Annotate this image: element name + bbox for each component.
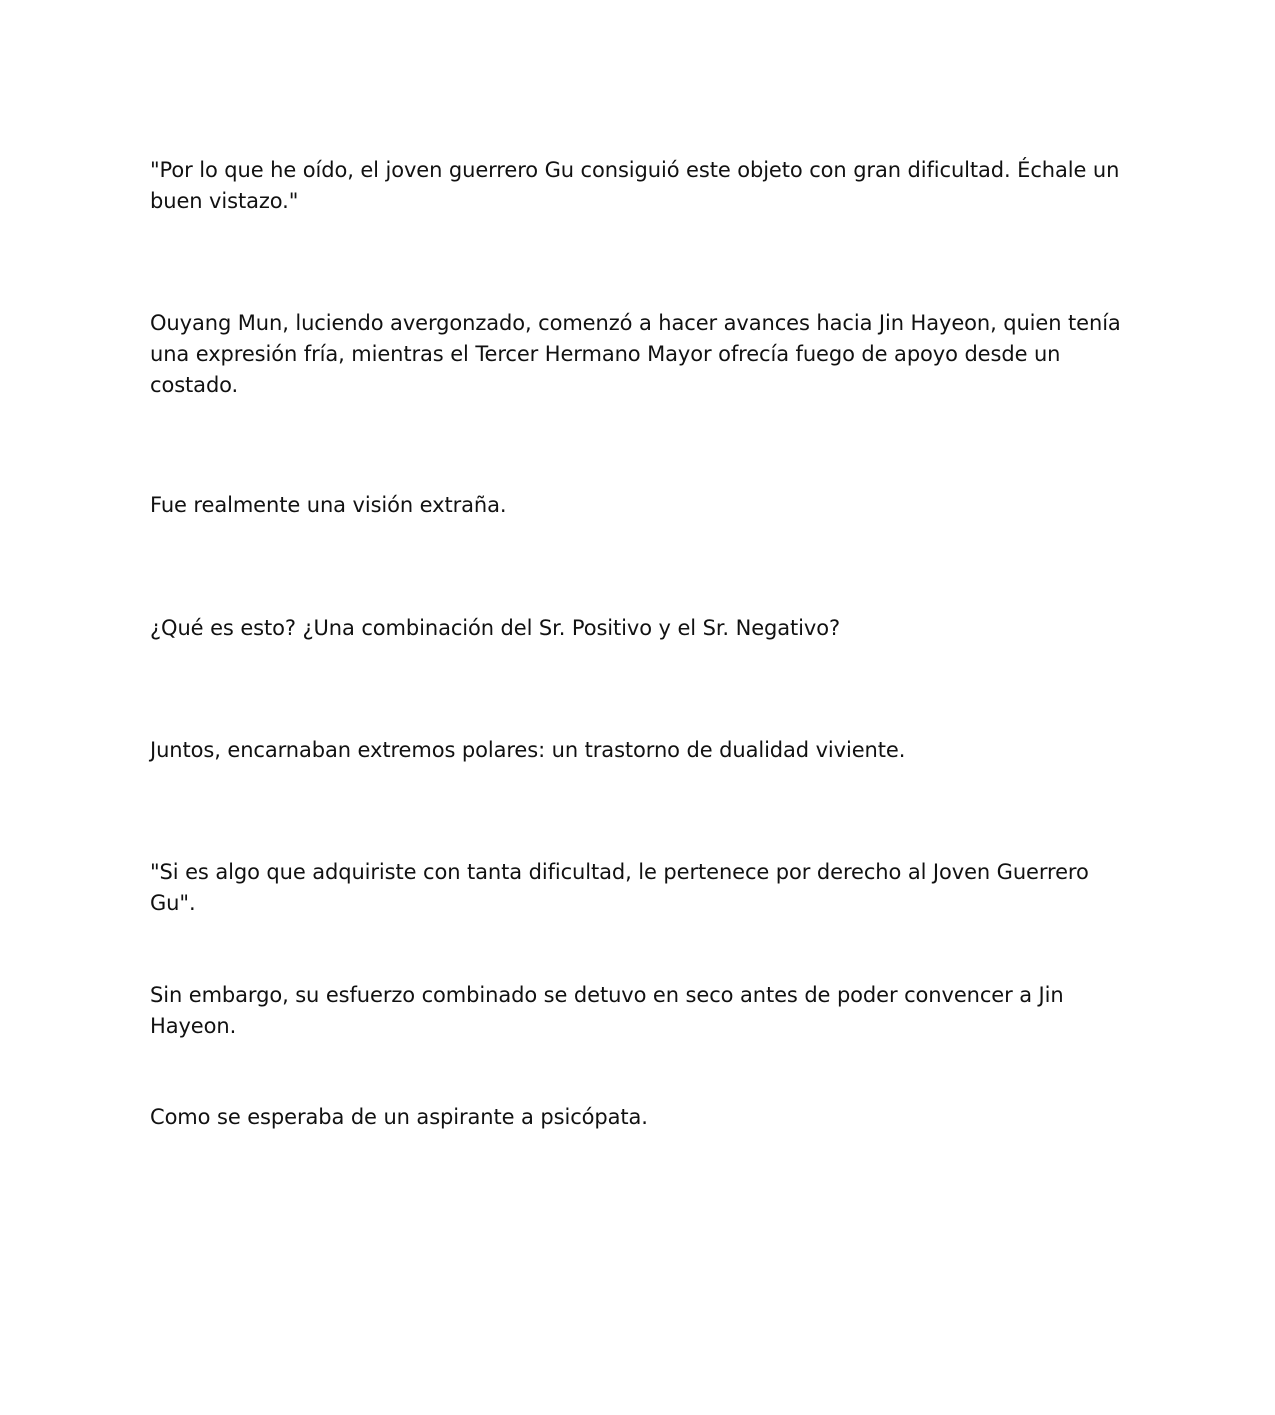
paragraph: Juntos, encarnaban extremos polares: un trastorno de dualidad viviente.	[150, 738, 906, 762]
paragraph: Como se esperaba de un aspirante a psicópata.	[150, 1105, 648, 1129]
paragraph: "Si es algo que adquiriste con tanta dificultad, le pertenece por derecho al Joven Guerrero Gu".	[150, 860, 1089, 915]
paragraph: "Por lo que he oído, el joven guerrero Gu consiguió este objeto con gran dificultad. Échale un buen vistazo."	[150, 158, 1120, 213]
paragraph: Sin embargo, su esfuerzo combinado se detuvo en seco antes de poder convencer a Jin Hayeon.	[150, 983, 1064, 1038]
paragraph: Fue realmente una visión extraña.	[150, 493, 507, 517]
paragraph: ¿Qué es esto? ¿Una combinación del Sr. Positivo y el Sr. Negativo?	[150, 616, 840, 640]
paragraph: Ouyang Mun, luciendo avergonzado, comenzó a hacer avances hacia Jin Hayeon, quien tenía una expresión fría, mientras el Tercer Hermano Mayor ofrecía fuego de apoyo desde un costado.	[150, 311, 1121, 397]
